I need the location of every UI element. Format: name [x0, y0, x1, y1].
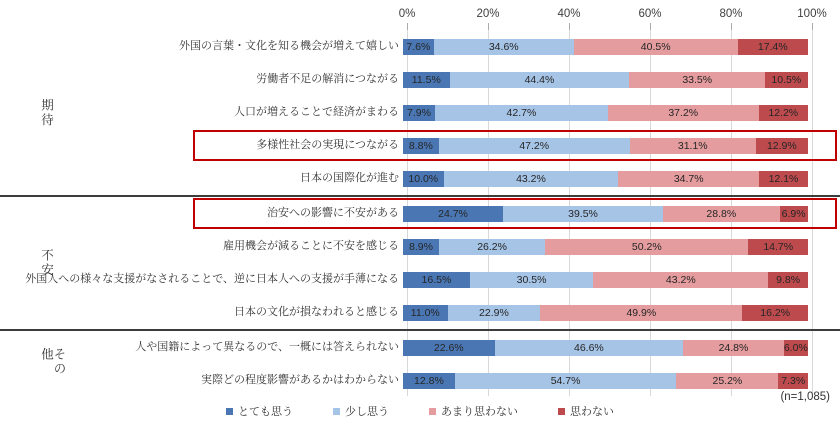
stacked-bar [403, 72, 808, 88]
bar-segment: 25.2% [676, 373, 778, 389]
legend-label: とても思う [238, 406, 293, 418]
legend-swatch-icon [333, 408, 340, 415]
legend-swatch-icon [429, 408, 436, 415]
stacked-bar [403, 272, 808, 288]
bar-segment: 24.7% [403, 206, 503, 222]
table-row [0, 263, 840, 296]
bar-segment: 7.3% [778, 373, 808, 389]
bar-segment: 34.6% [434, 39, 574, 55]
x-axis-tick-label: 40% [557, 8, 581, 20]
bar-segment: 43.2% [444, 171, 619, 187]
x-axis-tick-label: 0% [398, 8, 416, 20]
row-label: 日本の国際化が進む [300, 172, 399, 185]
bar-segment: 8.8% [403, 138, 439, 154]
stacked-bar [403, 373, 808, 389]
table-row [0, 331, 840, 364]
bar-segment: 46.6% [495, 340, 684, 356]
bar-segment: 50.2% [545, 239, 748, 255]
row-label: 実際どの程度影響があるかはわからない [201, 374, 399, 387]
legend-item [429, 403, 518, 419]
legend-swatch-icon [558, 408, 565, 415]
table-row [0, 96, 840, 129]
group-label: 不安 [39, 248, 54, 278]
table-row [0, 162, 840, 195]
bar-segment: 16.5% [403, 272, 470, 288]
bar-segment: 28.8% [663, 206, 780, 222]
x-axis-tick [812, 23, 813, 30]
bar-segment: 37.2% [608, 105, 759, 121]
x-axis-tick [731, 23, 732, 30]
row-label: 人口が増えることで経済がまわる [234, 106, 399, 119]
bar-segment: 33.5% [629, 72, 765, 88]
row-label: 日本の文化が損なわれると感じる [234, 306, 399, 319]
bar-segment: 10.5% [765, 72, 808, 88]
bar-segment: 54.7% [455, 373, 677, 389]
table-row [0, 30, 840, 63]
bar-segment: 44.4% [450, 72, 630, 88]
bar-segment: 47.2% [439, 138, 630, 154]
bar-segment: 24.8% [683, 340, 783, 356]
row-label: 多様性社会の実現につながる [256, 139, 399, 152]
stacked-bar [403, 171, 808, 187]
bar-segment: 39.5% [503, 206, 663, 222]
row-label: 外国の言葉・文化を知る機会が増えて嬉しい [179, 40, 399, 53]
x-axis-tick-label: 20% [476, 8, 500, 20]
legend-swatch-icon [226, 408, 233, 415]
x-axis-tick [650, 23, 651, 30]
bar-rows [0, 30, 840, 397]
stacked-bar [403, 39, 808, 55]
x-axis-tick [407, 23, 408, 30]
row-label: 雇用機会が減ることに不安を感じる [223, 240, 399, 253]
legend-item [558, 403, 614, 419]
bar-segment: 30.5% [470, 272, 594, 288]
bar-segment: 7.9% [403, 105, 435, 121]
bar-segment: 42.7% [435, 105, 608, 121]
bar-segment: 11.0% [403, 305, 448, 321]
bar-segment: 12.2% [759, 105, 808, 121]
category-group [0, 30, 840, 195]
stacked-bar [403, 206, 808, 222]
table-row [0, 230, 840, 263]
bar-segment: 14.7% [748, 239, 808, 255]
table-row [0, 129, 840, 162]
group-label: その他 [39, 347, 66, 377]
bar-segment: 9.8% [768, 272, 808, 288]
table-row [0, 364, 840, 397]
stacked-bar [403, 305, 808, 321]
row-label: 外国人への様々な支援がなされることで、逆に日本人への支援が手薄になる [25, 273, 399, 286]
bar-segment: 43.2% [593, 272, 768, 288]
bar-segment: 12.9% [756, 138, 808, 154]
table-row [0, 63, 840, 96]
table-row [0, 197, 840, 230]
bar-segment: 22.6% [403, 340, 495, 356]
bar-segment: 12.1% [759, 171, 808, 187]
bar-segment: 16.2% [742, 305, 808, 321]
table-row [0, 296, 840, 329]
x-axis-tick [569, 23, 570, 30]
legend-item [333, 403, 389, 419]
legend-label: 思わない [570, 406, 614, 418]
x-axis-tick-label: 60% [638, 8, 662, 20]
x-axis-tick-label: 100% [797, 8, 827, 20]
category-group [0, 329, 840, 397]
bar-segment: 6.0% [783, 341, 808, 354]
bar-segment: 10.0% [403, 171, 444, 187]
stacked-bar [403, 105, 808, 121]
bar-segment: 26.2% [439, 239, 545, 255]
bar-segment: 8.9% [403, 239, 439, 255]
legend-label: あまり思わない [441, 406, 518, 418]
stacked-bar [403, 239, 808, 255]
stacked-bar [403, 340, 808, 356]
stacked-bar [403, 138, 808, 154]
legend-item [226, 403, 293, 419]
legend [0, 403, 840, 419]
sample-size-note: (n=1,085) [780, 391, 830, 403]
bar-segment: 34.7% [618, 171, 759, 187]
x-axis-tick-label: 80% [719, 8, 743, 20]
bar-segment: 12.8% [403, 373, 455, 389]
bar-segment: 7.6% [403, 39, 434, 55]
bar-segment: 17.4% [738, 39, 808, 55]
category-group [0, 195, 840, 329]
group-label: 期待 [39, 98, 54, 127]
bar-segment: 6.9% [781, 207, 806, 220]
row-label: 治安への影響に不安がある [267, 207, 399, 220]
bar-segment: 49.9% [540, 305, 742, 321]
row-label: 人や国籍によって異なるので、一概には答えられない [135, 341, 399, 354]
bar-segment: 22.9% [448, 305, 541, 321]
bar-segment: 11.5% [403, 72, 450, 88]
bar-segment: 40.5% [574, 39, 738, 55]
legend-label: 少し思う [345, 406, 389, 418]
bar-segment: 31.1% [630, 138, 756, 154]
row-label: 労働者不足の解消につながる [256, 73, 399, 86]
x-axis-tick [488, 23, 489, 30]
